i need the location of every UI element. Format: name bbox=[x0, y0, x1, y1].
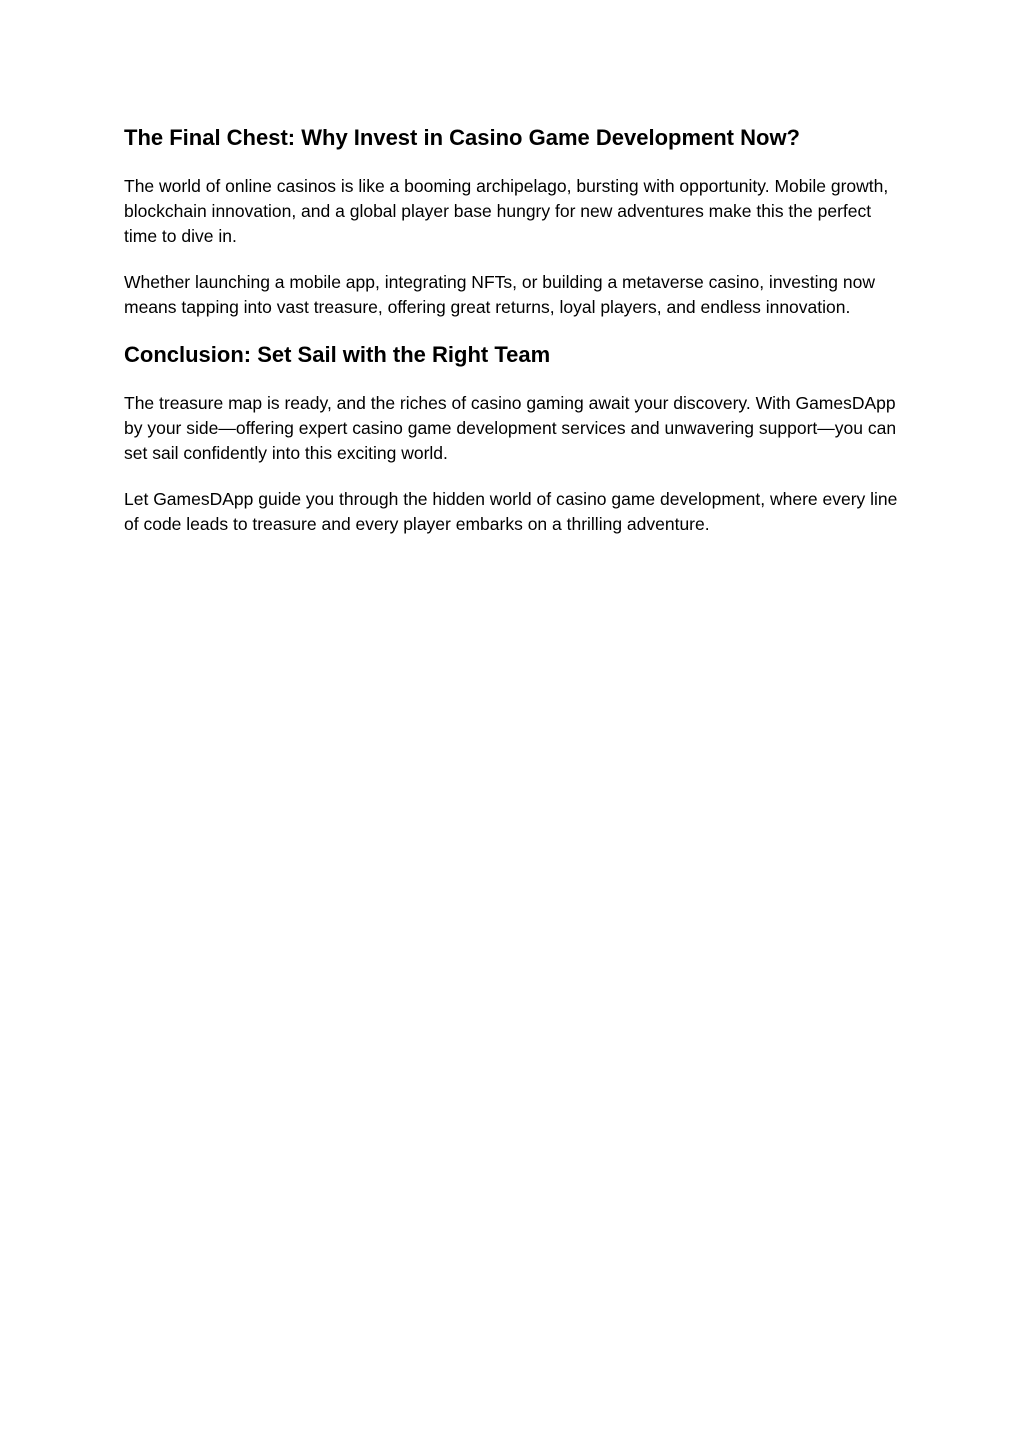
body-paragraph: The treasure map is ready, and the riches of casino gaming await your discovery. With GamesDApp by your side—offering expert casino game development services and unwavering support—you can set sail confidently into this exciting world. bbox=[124, 393, 897, 463]
section-heading: Conclusion: Set Sail with the Right Team bbox=[124, 342, 551, 367]
section-conclusion bbox=[124, 339, 904, 537]
body-paragraph: The world of online casinos is like a booming archipelago, bursting with opportunity. Mobile growth, blockchain innovation, and a global player base hungry for new adventures make this the perfect time to dive in. bbox=[124, 176, 889, 246]
document-body bbox=[124, 122, 904, 537]
body-paragraph: Let GamesDApp guide you through the hidden world of casino game development, where every line of code leads to treasure and every player embarks on a thrilling adventure. bbox=[124, 489, 898, 534]
section-final-chest bbox=[124, 122, 904, 320]
body-paragraph: Whether launching a mobile app, integrating NFTs, or building a metaverse casino, investing now means tapping into vast treasure, offering great returns, loyal players, and endless innovation. bbox=[124, 272, 875, 317]
section-heading: The Final Chest: Why Invest in Casino Game Development Now? bbox=[124, 125, 800, 150]
